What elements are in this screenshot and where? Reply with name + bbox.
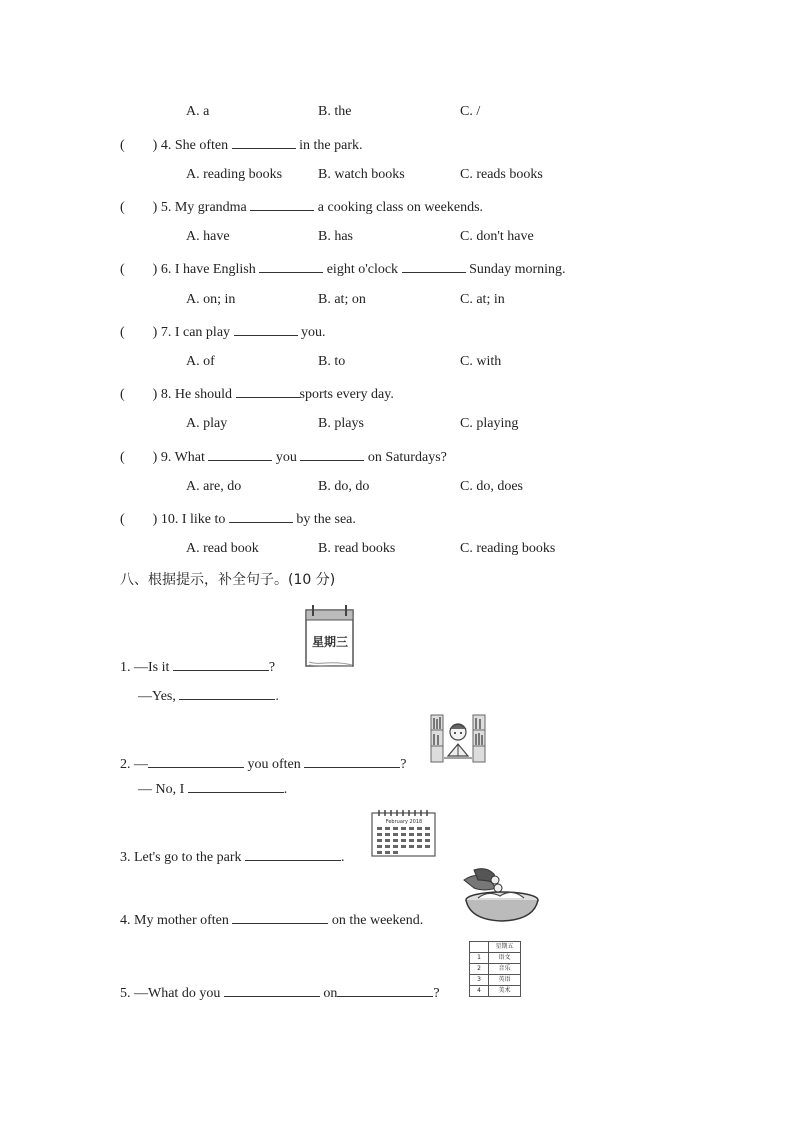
calendar-day-label: 星期三 — [311, 635, 349, 649]
timetable-header: 星期五 — [489, 942, 521, 953]
q7-option-b: B. to — [318, 354, 346, 369]
q3-option-c: C. / — [460, 104, 481, 119]
mc-question-6: ( ) 6. I have English eight o'clock Sunday morning. — [120, 259, 566, 279]
answer-blank[interactable] — [236, 384, 300, 398]
q10-option-b: B. read books — [318, 541, 396, 556]
fill-question-3: 3. Let's go to the park . — [120, 847, 345, 867]
answer-blank[interactable] — [188, 779, 284, 793]
timetable — [469, 941, 521, 995]
q9-option-a: A. are, do — [186, 479, 242, 494]
q5-option-c: C. don't have — [460, 229, 534, 244]
q7-option-a: A. of — [186, 354, 215, 369]
fill-question-2-reply: — No, I . — [138, 779, 287, 799]
mc-question-9: ( ) 9. What you on Saturdays? — [120, 447, 447, 467]
fill-question-1-reply: —Yes, . — [138, 686, 279, 706]
answer-blank[interactable] — [250, 197, 314, 211]
timetable-period: 2 — [470, 964, 489, 975]
q6-option-b: B. at; on — [318, 292, 366, 307]
fill-question-1: 1. —Is it ? — [120, 657, 275, 677]
q4-option-b: B. watch books — [318, 167, 405, 182]
answer-blank[interactable] — [234, 322, 298, 336]
mc-question-10: ( ) 10. I like to by the sea. — [120, 509, 356, 529]
washing-clothes-icon — [462, 866, 540, 924]
q9-option-c: C. do, does — [460, 479, 523, 494]
answer-blank[interactable] — [224, 983, 320, 997]
q5-option-a: A. have — [186, 229, 230, 244]
answer-blank[interactable] — [337, 983, 433, 997]
q8-option-b: B. plays — [318, 416, 364, 431]
section-8-title: 八、根据提示，补全句子。(10 分) — [120, 572, 336, 588]
mc-question-8: ( ) 8. He should sports every day. — [120, 384, 394, 404]
mc-question-4: ( ) 4. She often in the park. — [120, 135, 362, 155]
answer-blank[interactable] — [179, 686, 275, 700]
q4-option-a: A. reading books — [186, 167, 283, 182]
q5-option-b: B. has — [318, 229, 353, 244]
month-calendar-icon — [371, 809, 437, 857]
answer-blank[interactable] — [208, 447, 272, 461]
answer-blank[interactable] — [232, 910, 328, 924]
fill-question-4: 4. My mother often on the weekend. — [120, 910, 423, 930]
timetable-subject: 美术 — [489, 986, 521, 997]
timetable-subject: 英语 — [489, 975, 521, 986]
mc-question-7: ( ) 7. I can play you. — [120, 322, 326, 342]
timetable-period: 4 — [470, 986, 489, 997]
timetable-period: 3 — [470, 975, 489, 986]
month-calendar-label: February 2018 — [385, 819, 423, 825]
q10-option-a: A. read book — [186, 541, 259, 556]
fill-question-2: 2. — you often ? — [120, 754, 406, 774]
boy-reading-icon — [430, 714, 486, 764]
mc-question-5: ( ) 5. My grandma a cooking class on weekends. — [120, 197, 483, 217]
answer-blank[interactable] — [148, 754, 244, 768]
q7-option-c: C. with — [460, 354, 502, 369]
answer-blank[interactable] — [259, 259, 323, 273]
q6-option-a: A. on; in — [186, 292, 236, 307]
q10-option-c: C. reading books — [460, 541, 556, 556]
q3-option-b: B. the — [318, 104, 352, 119]
q3-option-a: A. a — [186, 104, 210, 119]
q8-option-a: A. play — [186, 416, 228, 431]
q6-option-c: C. at; in — [460, 292, 505, 307]
answer-blank[interactable] — [173, 657, 269, 671]
calendar-day-icon — [305, 604, 355, 668]
q4-option-c: C. reads books — [460, 167, 543, 182]
timetable-subject: 音乐 — [489, 964, 521, 975]
timetable-period: 1 — [470, 953, 489, 964]
fill-question-5: 5. —What do you on ? — [120, 983, 440, 1003]
answer-blank[interactable] — [304, 754, 400, 768]
timetable-subject: 语文 — [489, 953, 521, 964]
answer-blank[interactable] — [232, 135, 296, 149]
q8-option-c: C. playing — [460, 416, 519, 431]
answer-blank[interactable] — [300, 447, 364, 461]
answer-blank[interactable] — [229, 509, 293, 523]
answer-blank[interactable] — [402, 259, 466, 273]
answer-blank[interactable] — [245, 847, 341, 861]
q9-option-b: B. do, do — [318, 479, 370, 494]
